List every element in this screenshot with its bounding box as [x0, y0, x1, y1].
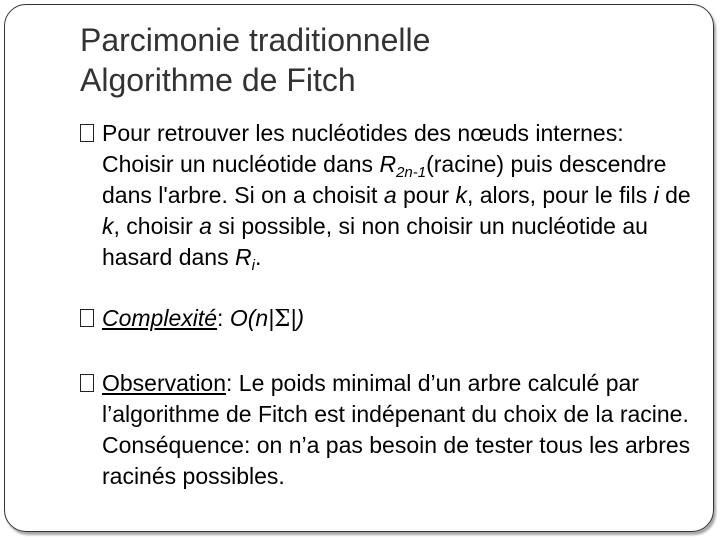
bullet-box-icon: [80, 309, 94, 327]
var-r: R: [234, 244, 252, 270]
var-k: k: [455, 182, 467, 208]
var-a: a: [199, 213, 212, 239]
title-line-1: Parcimonie traditionnelle: [80, 22, 431, 58]
text-segment: (racine) puis descendre dans l'arbre. Si on a choisit: [102, 151, 667, 208]
complexity-expr: |): [290, 305, 305, 331]
var-i: i: [653, 182, 659, 208]
subscript-i: i: [251, 257, 255, 274]
bullet-complexity: [80, 303, 700, 335]
slide-title: [80, 20, 430, 100]
complexity-expr: O(n|: [229, 305, 275, 331]
bullet-box-icon: [80, 124, 94, 142]
text-segment: Pour retrouver les nucléotides des nœuds internes: Choisir un nucléotide dans: [102, 120, 624, 177]
text-segment: , choisir: [113, 213, 200, 239]
bullet-fitch-procedure: [80, 118, 700, 273]
text-segment: , alors, pour le fils: [466, 182, 654, 208]
complexity-label: Complexité: [102, 305, 218, 331]
var-a: a: [383, 182, 397, 208]
title-line-2: Algorithme de Fitch: [80, 62, 356, 98]
text-segment: .: [254, 244, 262, 270]
text-segment: :: [217, 305, 230, 331]
var-r: R: [379, 151, 397, 177]
observation-text: : Le poids minimal d’un arbre calculé par l’algorithme de Fitch est indépenant du choix de la racine. Conséquence: on n’a pas besoin de tester tous les arbres racinés possibles.: [102, 370, 691, 489]
var-k: k: [102, 213, 114, 239]
bullet-observation: [80, 368, 700, 492]
text-segment: si possible, si non choisir un nucléotide au hasard dans: [102, 213, 648, 270]
slide-body: [80, 118, 700, 492]
observation-label: Observation: [102, 370, 227, 396]
sigma-symbol: Σ: [274, 306, 291, 332]
subscript-2n-1: 2n-1: [396, 164, 427, 181]
bullet-box-icon: [80, 374, 94, 392]
text-segment: pour: [396, 182, 456, 208]
text-segment: de: [658, 182, 691, 208]
